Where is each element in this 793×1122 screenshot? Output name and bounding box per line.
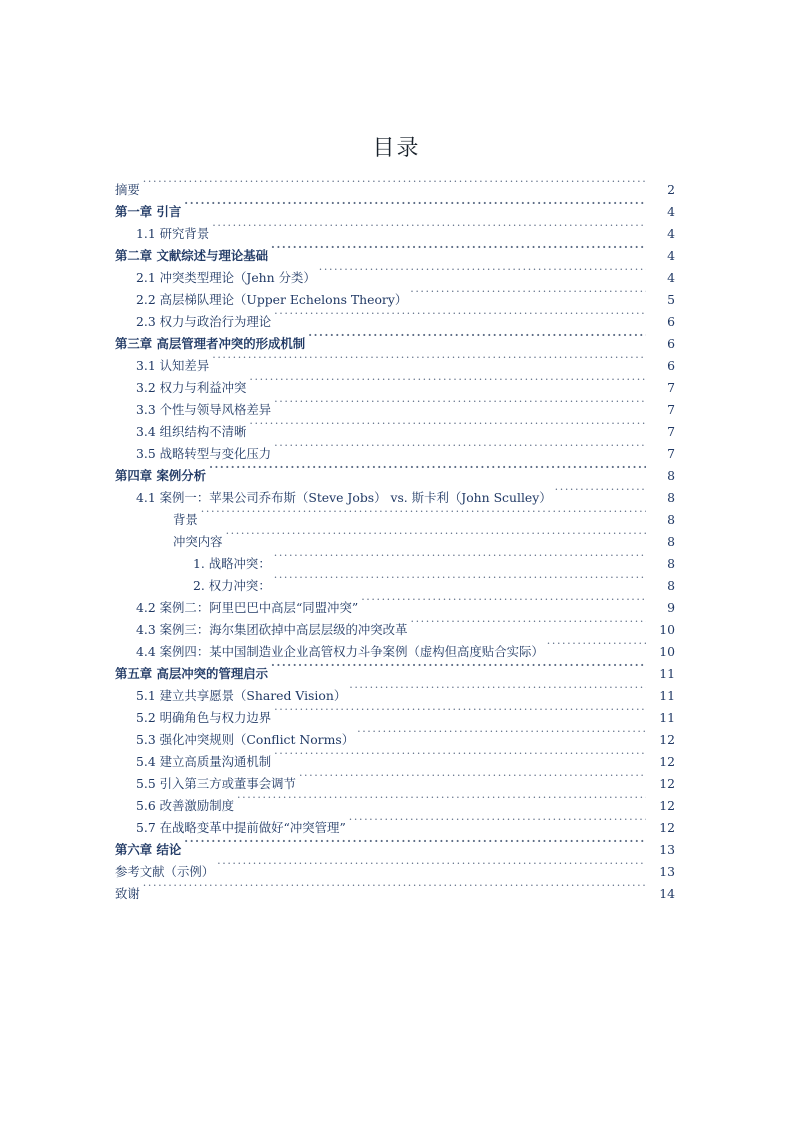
toc-leader-dots [349, 810, 646, 832]
toc-entry[interactable] [115, 194, 675, 219]
toc-page-number: 10 [659, 644, 675, 659]
toc-entry-label: 5.6 改善激励制度 [136, 798, 234, 813]
toc-page-number: 6 [667, 336, 675, 351]
toc-entry[interactable] [136, 370, 675, 395]
toc-entry[interactable] [193, 546, 675, 571]
toc-leader-dots [249, 370, 646, 392]
toc-page-number: 14 [659, 886, 675, 901]
toc-leader-dots [361, 590, 646, 612]
toc-page-number: 6 [667, 314, 675, 329]
toc-entry[interactable] [173, 524, 675, 549]
toc-leader-dots [410, 612, 646, 634]
toc-leader-dots [274, 436, 646, 458]
toc-entry-label: 5.4 建立高质量沟通机制 [136, 754, 272, 769]
toc-entry-label: 1. 战略冲突： [193, 556, 271, 571]
toc-leader-dots [547, 634, 646, 656]
toc-leader-dots [555, 480, 646, 502]
toc-page-number: 12 [659, 754, 675, 769]
toc-page-number: 11 [659, 688, 675, 703]
toc-leader-dots [209, 458, 646, 480]
toc-entry[interactable] [136, 348, 675, 373]
toc-leader-dots [410, 282, 646, 304]
toc-entry-label: 摘要 [115, 182, 140, 197]
toc-entry-label: 冲突内容 [173, 534, 223, 549]
toc-leader-dots [319, 260, 646, 282]
toc-entry-label: 5.5 引入第三方或董事会调节 [136, 776, 296, 791]
toc-leader-dots [237, 788, 646, 810]
toc-page-number: 4 [667, 226, 675, 241]
toc-entry-label: 2.2 高层梯队理论（Upper Echelons Theory） [136, 292, 408, 307]
toc-leader-dots [299, 766, 646, 788]
toc-entry-label: 2.1 冲突类型理论（Jehn 分类） [136, 270, 316, 285]
toc-entry[interactable] [136, 216, 675, 241]
toc-leader-dots [274, 568, 646, 590]
toc-leader-dots [249, 414, 646, 436]
toc-leader-dots [212, 216, 646, 238]
toc-page-number: 8 [667, 534, 675, 549]
toc-entry-label: 3.2 权力与利益冲突 [136, 380, 247, 395]
toc-entry-label: 4.2 案例二：阿里巴巴中高层“同盟冲突” [136, 600, 359, 615]
toc-entry[interactable] [115, 854, 675, 879]
toc-entry-label: 2. 权力冲突： [193, 578, 271, 593]
toc-leader-dots [212, 348, 646, 370]
toc-leader-dots [143, 876, 646, 898]
toc-entry-label: 第四章 案例分析 [115, 468, 207, 483]
toc-leader-dots [217, 854, 646, 876]
toc-page-number: 7 [667, 446, 675, 461]
toc-page-number: 8 [667, 556, 675, 571]
toc-page-number: 4 [667, 270, 675, 285]
toc-entry-label: 1.1 研究背景 [136, 226, 210, 241]
toc-entry-label: 背景 [173, 512, 198, 527]
toc-entry[interactable] [136, 480, 675, 505]
toc-page-number: 7 [667, 402, 675, 417]
toc-entry-label: 第一章 引言 [115, 204, 182, 219]
toc-leader-dots [274, 744, 646, 766]
toc-leader-dots [271, 656, 646, 678]
toc-page-number: 12 [659, 820, 675, 835]
toc-entry[interactable] [115, 172, 675, 197]
table-of-contents [115, 172, 675, 901]
toc-leader-dots [201, 502, 646, 524]
toc-entry-label: 5.1 建立共享愿景（Shared Vision） [136, 688, 347, 703]
toc-page-number: 9 [667, 600, 675, 615]
toc-leader-dots [184, 832, 646, 854]
toc-entry-label: 4.4 案例四：某中国制造业企业高管权力斗争案例（虚构但高度贴合实际） [136, 644, 544, 659]
toc-entry-label: 2.3 权力与政治行为理论 [136, 314, 272, 329]
toc-entry[interactable] [173, 502, 675, 527]
toc-leader-dots [274, 546, 646, 568]
toc-page-number: 2 [667, 182, 675, 197]
toc-page-number: 8 [667, 468, 675, 483]
toc-leader-dots [271, 238, 646, 260]
toc-page-number: 6 [667, 358, 675, 373]
toc-entry-label: 4.3 案例三：海尔集团砍掉中高层层级的冲突改革 [136, 622, 408, 637]
toc-page-number: 8 [667, 512, 675, 527]
toc-leader-dots [184, 194, 646, 216]
toc-entry-label: 4.1 案例一：苹果公司乔布斯（Steve Jobs） vs. 斯卡利（John Sculley） [136, 490, 552, 505]
toc-entry-label: 5.2 明确角色与权力边界 [136, 710, 272, 725]
toc-leader-dots [143, 172, 646, 194]
toc-leader-dots [349, 678, 646, 700]
toc-entry-label: 5.7 在战略变革中提前做好“冲突管理” [136, 820, 346, 835]
toc-leader-dots [226, 524, 646, 546]
toc-entry-label: 第三章 高层管理者冲突的形成机制 [115, 336, 306, 351]
toc-entry-label: 3.3 个性与领导风格差异 [136, 402, 272, 417]
toc-page-number: 4 [667, 248, 675, 263]
toc-page-number: 8 [667, 578, 675, 593]
toc-entry[interactable] [115, 832, 675, 857]
toc-page-number: 7 [667, 380, 675, 395]
toc-entry[interactable] [115, 876, 675, 901]
toc-page-number: 13 [659, 864, 675, 879]
toc-entry-label: 3.5 战略转型与变化压力 [136, 446, 272, 461]
toc-leader-dots [274, 304, 646, 326]
toc-entry-label: 致谢 [115, 886, 140, 901]
page-title: 目录 [372, 136, 421, 161]
toc-leader-dots [274, 700, 646, 722]
toc-page-number: 5 [667, 292, 675, 307]
toc-entry-label: 第五章 高层冲突的管理启示 [115, 666, 269, 681]
toc-entry-label: 第二章 文献综述与理论基础 [115, 248, 269, 263]
toc-entry-label: 参考文献（示例） [115, 864, 215, 879]
toc-page-number: 10 [659, 622, 675, 637]
toc-page-number: 12 [659, 776, 675, 791]
toc-entry-label: 3.4 组织结构不清晰 [136, 424, 247, 439]
toc-leader-dots [274, 392, 646, 414]
toc-entry-label: 5.3 强化冲突规则（Conflict Norms） [136, 732, 355, 747]
toc-page-number: 13 [659, 842, 675, 857]
toc-page-number: 11 [659, 710, 675, 725]
toc-leader-dots [308, 326, 646, 348]
toc-page-number: 11 [659, 666, 675, 681]
toc-page-number: 4 [667, 204, 675, 219]
toc-entry-label: 第六章 结论 [115, 842, 182, 857]
toc-leader-dots [357, 722, 646, 744]
toc-page-number: 12 [659, 798, 675, 813]
toc-entry-label: 3.1 认知差异 [136, 358, 210, 373]
toc-page-number: 7 [667, 424, 675, 439]
toc-page-number: 8 [667, 490, 675, 505]
toc-page-number: 12 [659, 732, 675, 747]
